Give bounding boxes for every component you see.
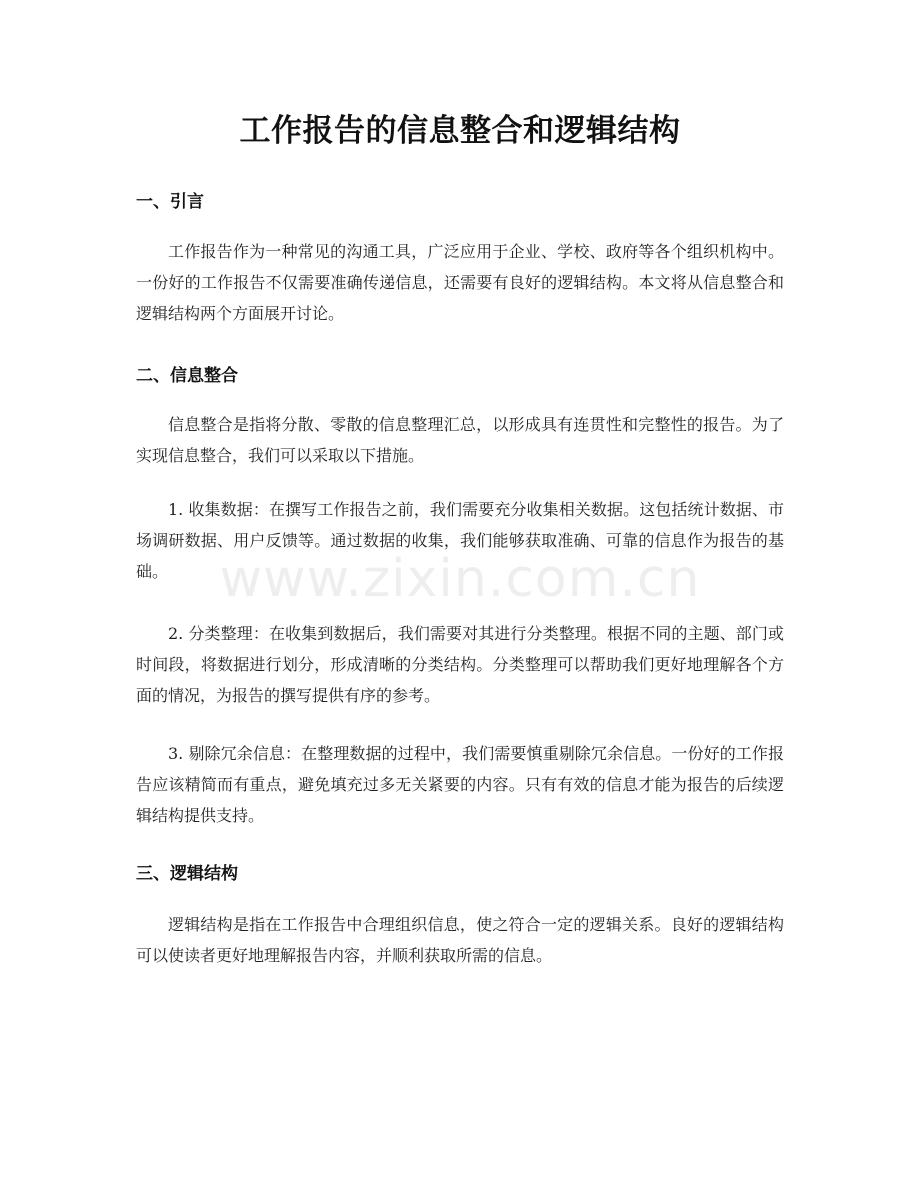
paragraph-remove-redundancy: 3. 剔除冗余信息：在整理数据的过程中，我们需要慎重剔除冗余信息。一份好的工作报告应该精简而有重点，避免填充过多无关紧要的内容。只有有效的信息才能为报告的后续逻辑结构提供支持。 [136,744,784,825]
paragraph-integration-intro: 信息整合是指将分散、零散的信息整理汇总，以形成具有连贯性和完整性的报告。为了实现信息整合，我们可以采取以下措施。 [136,415,784,465]
section-heading-logical-structure: 三、逻辑结构 [136,864,238,884]
document-title: 工作报告的信息整合和逻辑结构 [239,113,681,149]
watermark: www.zixin.com.cn [219,549,701,609]
paragraph-classify-organize: 2. 分类整理：在收集到数据后，我们需要对其进行分类整理。根据不同的主题、部门或时间段，将数据进行划分，形成清晰的分类结构。分类整理可以帮助我们更好地理解各个方面的情况，为报告的撰写提供有序的参考。 [136,624,784,705]
paragraph-logical-structure: 逻辑结构是指在工作报告中合理组织信息，使之符合一定的逻辑关系。良好的逻辑结构可以使读者更好地理解报告内容，并顺利获取所需的信息。 [136,915,784,965]
paragraph-introduction: 工作报告作为一种常见的沟通工具，广泛应用于企业、学校、政府等各个组织机构中。一份好的工作报告不仅需要准确传递信息，还需要有良好的逻辑结构。本文将从信息整合和逻辑结构两个方面展开讨论。 [136,242,784,323]
section-heading-information-integration: 二、信息整合 [136,366,238,386]
section-heading-introduction: 一、引言 [136,192,204,212]
paragraph-collect-data: 1. 收集数据：在撰写工作报告之前，我们需要充分收集相关数据。这包括统计数据、市场调研数据、用户反馈等。通过数据的收集，我们能够获取准确、可靠的信息作为报告的基础。 [136,500,784,581]
